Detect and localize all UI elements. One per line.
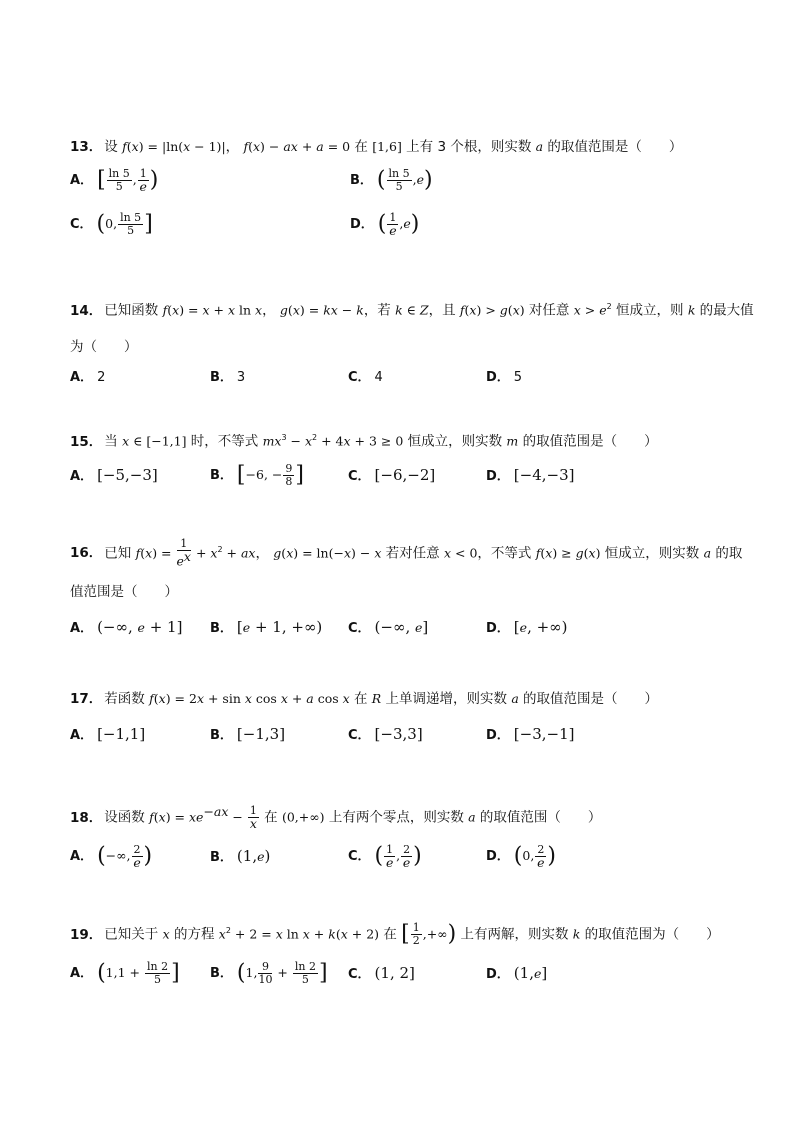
option-d[interactable]: D． (1,e] xyxy=(486,964,548,982)
problem-number: 18． xyxy=(70,809,103,826)
problem-17 xyxy=(70,688,750,760)
option-d[interactable]: D． [−3,−1] xyxy=(486,725,575,743)
option-d[interactable]: D． (0, $\frac{2}{e}$ ) xyxy=(486,843,556,870)
option-d[interactable]: D． ( $\frac{1}{e}$ ,e) xyxy=(350,211,420,238)
option-a[interactable]: A． (−∞, e + 1] xyxy=(70,617,183,636)
problem-stem: 14． 已知函数 f(x) = x + x ln x， g(x) = kx − k，若 k ∈ Z，且 f(x) > g(x) 对任意 $x > e^2$ 恒成立，则 k 的最大值 xyxy=(70,302,754,319)
problem-15 xyxy=(70,427,750,503)
problem-14 xyxy=(70,296,754,400)
problem-stem: 18． 设函数 $f(x) = xe^{-ax}$ − $\frac{1}{x}$ 在 (0,+∞) 上有两个零点，则实数 a 的取值范围（ ） xyxy=(70,804,602,831)
option-b[interactable]: B． [−1,3] xyxy=(210,725,286,743)
option-d[interactable]: D． 5 xyxy=(486,369,523,385)
problem-18 xyxy=(70,801,750,880)
option-c[interactable]: C． 4 xyxy=(348,369,383,385)
problem-stem: 16． 已知 f(x) = $\frac{1}{e^x}$ + $x^2$ + ax， g(x) = ln(−x) − x 若对任意 x < 0，不等式 f(x) ≥ g(x) 恒成立，则实数 a 的取 xyxy=(70,537,743,569)
option-b[interactable]: B． [−6, − $\frac{9}{8}$ ] xyxy=(210,461,304,488)
option-d[interactable]: D． [e, +∞) xyxy=(486,617,568,636)
problem-number: 13． xyxy=(70,139,103,155)
options xyxy=(70,716,750,760)
option-c[interactable]: C． (1, 2] xyxy=(348,964,415,982)
problem-stem: 13． 设 f(x) = |ln(x − 1)|， f(x) − ax + a = 0 在 [1,6] 上有 3 个根，则实数 a 的取值范围是（ ） xyxy=(70,139,683,155)
option-a[interactable]: A． 2 xyxy=(70,369,106,385)
problem-number: 16． xyxy=(70,545,103,562)
option-c[interactable]: C． (0, $\frac{\ln 5}{5}$ ] xyxy=(70,211,153,237)
problem-stem: 15． 当 x ∈ [−1,1] 时，不等式 $mx^3 - x^2 + 4x + 3 \ge 0$ 恒成立，则实数 m 的取值范围是（ ） xyxy=(70,433,658,450)
option-c[interactable]: C． ( $\frac{1}{e}$ , $\frac{2}{e}$ ) xyxy=(348,843,422,870)
problem-stem: 19． 已知关于 x 的方程 $x^2 + 2 = x$ ln x + k(x + 2) 在 [ $\frac{1}{2}$ ,+∞) 上有两解，则实数 k 的取值范围为（ ） xyxy=(70,921,720,947)
problem-19 xyxy=(70,920,750,997)
option-b[interactable]: B． [e + 1, +∞) xyxy=(210,617,323,636)
problem-stem: 17． 若函数 f(x) = 2x + sin x cos x + a cos x 在 R 上单调递增，则实数 a 的取值范围是（ ） xyxy=(70,691,659,707)
options xyxy=(70,459,750,503)
problem-number: 17． xyxy=(70,691,103,707)
option-c[interactable]: C． (−∞, e] xyxy=(348,617,429,636)
option-c[interactable]: C． [−3,3] xyxy=(348,725,423,743)
option-d[interactable]: D． [−4,−3] xyxy=(486,465,575,484)
option-c[interactable]: C． [−6,−2] xyxy=(348,465,436,484)
option-b[interactable]: B． (1,e) xyxy=(210,847,271,865)
option-a[interactable]: A． [ $\frac{\ln 5}{5}$ , $\frac{1}{e}$ ) xyxy=(70,167,159,194)
option-a[interactable]: A． [−1,1] xyxy=(70,725,146,743)
option-b[interactable]: B． ( $\frac{\ln 5}{5}$ ,e) xyxy=(350,167,433,193)
problem-stem-cont: 为（ ） xyxy=(70,338,138,355)
option-b[interactable]: B． 3 xyxy=(210,369,246,385)
options xyxy=(70,364,750,400)
stem-part: 设 xyxy=(104,139,123,155)
option-a[interactable]: A． [−5,−3] xyxy=(70,465,158,484)
problem-number: 14． xyxy=(70,302,103,319)
options xyxy=(70,164,750,250)
problem-13 xyxy=(70,136,750,250)
option-a[interactable]: A． (−∞, $\frac{2}{e}$ ) xyxy=(70,843,153,870)
option-b[interactable]: B． (1, $\frac{9}{10}$ + $\frac{\ln 2}{5}$ ] xyxy=(210,960,328,986)
options xyxy=(70,953,750,997)
problem-number: 15． xyxy=(70,433,103,450)
options xyxy=(70,836,750,880)
problem-stem-cont: 值范围是（ ） xyxy=(70,583,178,600)
problem-number: 19． xyxy=(70,926,103,943)
option-a[interactable]: A． (1,1 + $\frac{\ln 2}{5}$ ] xyxy=(70,960,180,986)
problem-16 xyxy=(70,538,750,645)
options xyxy=(70,609,750,645)
